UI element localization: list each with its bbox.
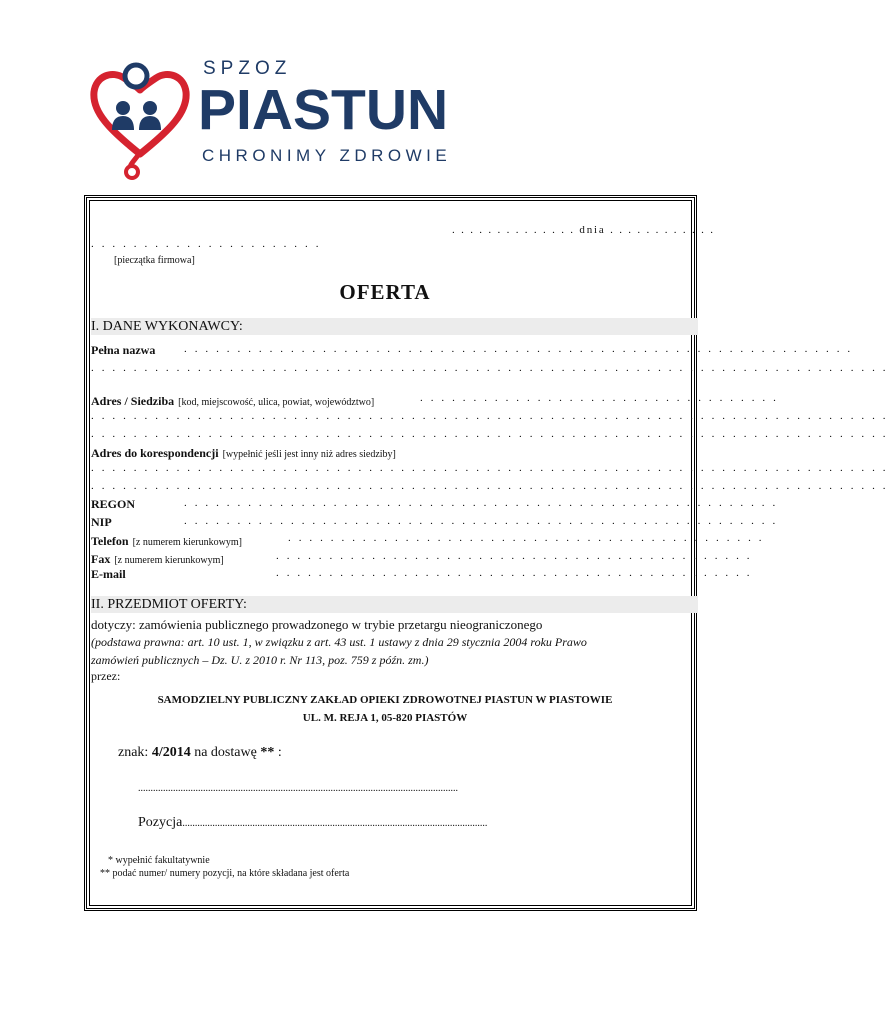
address-label: Adres / Siedziba: [91, 394, 175, 408]
full-name-label: Pełna nazwa: [91, 343, 156, 357]
footnote-1: * wypełnić fakultatywnie: [108, 855, 210, 866]
position-row: [138, 815, 487, 831]
delivery-field[interactable]: ................................................................................................................................: [138, 783, 458, 794]
nip-label: NIP: [91, 515, 112, 529]
regon-field[interactable]: . . . . . . . . . . . . . . . . . . . . . . . . . . . . . . . . . . . . . . . . . . . . . . . . . . . . . . . .: [184, 497, 778, 509]
phone-field[interactable]: . . . . . . . . . . . . . . . . . . . . . . . . . . . . . . . . . . . . . . . . . . . . .: [288, 532, 765, 544]
company-logo: [90, 56, 460, 180]
phone-label: Telefon: [91, 534, 129, 548]
org-name: SAMODZIELNY PUBLICZNY ZAKŁAD OPIEKI ZDROWOTNEJ PIASTUN W PIASTOWIE: [157, 694, 613, 706]
position-field[interactable]: ..........................................................................................................................: [182, 818, 488, 829]
case-mark: znak: 4/2014 na dostawę ** :: [118, 745, 282, 760]
phone-row: [91, 532, 242, 550]
address-hint: [kod, miejscowość, ulica, powiat, województwo]: [178, 397, 375, 408]
logo-name: PIASTUN: [198, 78, 449, 142]
email-field[interactable]: . . . . . . . . . . . . . . . . . . . . . . . . . . . . . . . . . . . . . . . . . . . . .: [276, 567, 753, 579]
stamp-dots: . . . . . . . . . . . . . . . . . . . . . .: [91, 238, 322, 250]
page-title: OFERTA: [339, 280, 431, 304]
subject-line-1: dotyczy: zamówienia publicznego prowadzonego w trybie przetargu nieograniczonego: [91, 617, 543, 632]
full-name-field-2[interactable]: . . . . . . . . . . . . . . . . . . . . . . . . . . . . . . . . . . . . . . . . . . . . . . . . . . . . . . . . . . . . . . . . . . . . . . . . . . .: [91, 362, 888, 374]
case-number: 4/2014: [151, 745, 191, 760]
date-line: . . . . . . . . . . . . . . dnia . . . . . . . . . . . .: [452, 224, 715, 236]
address-field-2[interactable]: . . . . . . . . . . . . . . . . . . . . . . . . . . . . . . . . . . . . . . . . . . . . . . . . . . . . . . . . . . . . . . . . . . . . . . . . . . .: [91, 410, 888, 422]
position-label: Pozycja: [138, 815, 183, 830]
footnote-2: ** podać numer/ numery pozycji, na które składana jest oferta: [100, 868, 350, 879]
by-label: przez:: [91, 669, 121, 683]
logo-tagline: CHRONIMY ZDROWIE: [202, 146, 452, 165]
correspondence-field-2[interactable]: . . . . . . . . . . . . . . . . . . . . . . . . . . . . . . . . . . . . . . . . . . . . . . . . . . . . . . . . . . . . . . . . . . . . . . . . . . .: [91, 480, 888, 492]
heart-stethoscope-icon: [90, 56, 190, 180]
address-field-3[interactable]: . . . . . . . . . . . . . . . . . . . . . . . . . . . . . . . . . . . . . . . . . . . . . . . . . . . . . . . . . . . . . . . . . . . . . . . . . . .: [91, 428, 888, 440]
regon-label: REGON: [91, 497, 136, 511]
address-row: [91, 392, 374, 410]
stamp-label: [pieczątka firmowa]: [114, 255, 195, 266]
nip-field[interactable]: . . . . . . . . . . . . . . . . . . . . . . . . . . . . . . . . . . . . . . . . . . . . . . . . . . . . . . . .: [184, 515, 778, 527]
logo-subtitle: SPZOZ: [203, 58, 292, 79]
phone-hint: [z numerem kierunkowym]: [132, 537, 242, 548]
email-label: E-mail: [91, 567, 126, 581]
address-field[interactable]: . . . . . . . . . . . . . . . . . . . . . . . . . . . . . . . . . .: [420, 392, 779, 404]
correspondence-label: Adres do korespondencji: [91, 446, 219, 460]
correspondence-field[interactable]: . . . . . . . . . . . . . . . . . . . . . . . . . . . . . . . . . . . . . . . . . . . . . . . . . . . . . . . . . . . . . . . . . . . . . . . . . . .: [91, 462, 888, 474]
fax-hint: [z numerem kierunkowym]: [114, 555, 224, 566]
full-name-field[interactable]: . . . . . . . . . . . . . . . . . . . . . . . . . . . . . . . . . . . . . . . . . . . . . . . . . . . . . . . . . . . . . . .: [184, 343, 853, 355]
fax-label: Fax: [91, 552, 111, 566]
correspondence-row: [91, 444, 396, 462]
fax-field[interactable]: . . . . . . . . . . . . . . . . . . . . . . . . . . . . . . . . . . . . . . . . . . . . .: [276, 550, 753, 562]
correspondence-hint: [wypełnić jeśli jest inny niż adres siedziby]: [222, 449, 396, 460]
subject-line-3: zamówień publicznych – Dz. U. z 2010 r. Nr 113, poz. 759 z późn. zm.): [91, 653, 429, 667]
section-2-heading: II. PRZEDMIOT OFERTY:: [91, 596, 698, 613]
fax-row: [91, 550, 224, 568]
org-address: UL. M. REJA 1, 05-820 PIASTÓW: [302, 712, 468, 724]
section-1-heading: I. DANE WYKONAWCY:: [91, 318, 698, 335]
subject-line-2: (podstawa prawna: art. 10 ust. 1, w związku z art. 43 ust. 1 ustawy z dnia 29 stycznia 2004 roku Prawo: [91, 635, 587, 649]
